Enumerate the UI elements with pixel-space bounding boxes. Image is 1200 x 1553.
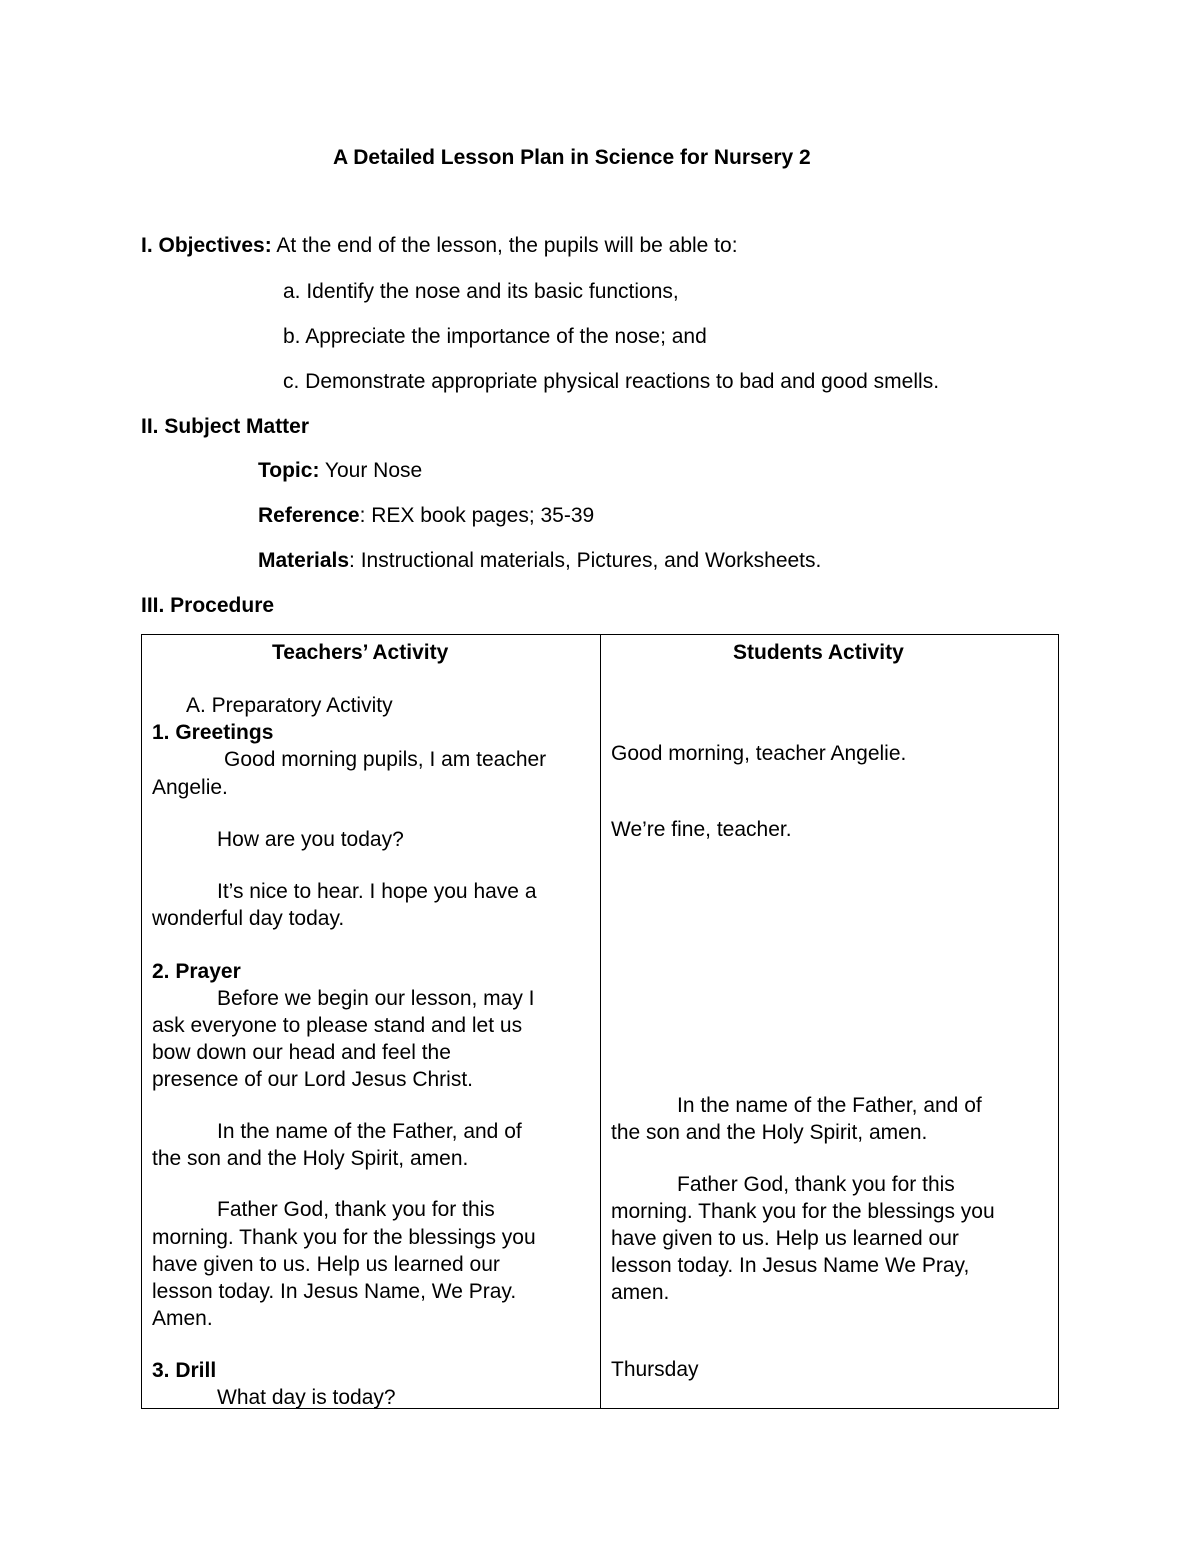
- teacher-section-heading: 3. Drill: [152, 1359, 217, 1382]
- teacher-line: the son and the Holy Spirit, amen.: [152, 1147, 469, 1170]
- subject-matter-heading-text: II. Subject Matter: [141, 415, 310, 438]
- teacher-line: presence of our Lord Jesus Christ.: [152, 1068, 473, 1091]
- teacher-section-heading: 1. Greetings: [152, 721, 274, 744]
- topic-line: [258, 460, 422, 481]
- teacher-line: have given to us. Help us learned our: [152, 1253, 500, 1276]
- student-activity-column: [601, 635, 1059, 1409]
- teacher-activity-header: Teachers’ Activity: [272, 641, 449, 664]
- teacher-line: morning. Thank you for the blessings you: [152, 1226, 536, 1249]
- student-line: lesson today. In Jesus Name We Pray,: [611, 1254, 970, 1277]
- student-line: morning. Thank you for the blessings you: [611, 1200, 995, 1223]
- procedure-table: [141, 634, 1059, 1409]
- subject-matter-heading: [141, 416, 309, 437]
- objectives-intro: At the end of the lesson, the pupils will be able to:: [271, 234, 738, 257]
- student-line: Good morning, teacher Angelie.: [611, 742, 907, 765]
- objectives-label: I. Objectives:: [141, 234, 272, 257]
- procedure-heading: [141, 595, 274, 616]
- student-line: amen.: [611, 1281, 670, 1304]
- materials-value: : Instructional materials, Pictures, and Worksheets.: [349, 549, 822, 572]
- student-activity-header: Students Activity: [733, 641, 904, 664]
- teacher-line: Angelie.: [152, 776, 228, 799]
- teacher-line: What day is today?: [217, 1386, 396, 1409]
- student-line: Father God, thank you for this: [677, 1173, 955, 1196]
- teacher-line: Amen.: [152, 1307, 213, 1330]
- teacher-line: ask everyone to please stand and let us: [152, 1014, 523, 1037]
- materials-line: [258, 550, 821, 571]
- student-line: the son and the Holy Spirit, amen.: [611, 1121, 928, 1144]
- reference-label: Reference: [258, 504, 360, 527]
- teacher-line: Good morning pupils, I am teacher: [224, 748, 547, 771]
- topic-label: Topic:: [258, 459, 320, 482]
- student-line: Thursday: [611, 1358, 699, 1381]
- teacher-line: wonderful day today.: [152, 907, 345, 930]
- teacher-line: lesson today. In Jesus Name, We Pray.: [152, 1280, 517, 1303]
- objective-item: b. Appreciate the importance of the nose; and: [283, 325, 707, 348]
- teacher-line: How are you today?: [217, 828, 404, 851]
- objective-item: a. Identify the nose and its basic functions,: [283, 280, 679, 303]
- teacher-line: Father God, thank you for this: [217, 1198, 495, 1221]
- document-title: A Detailed Lesson Plan in Science for Nursery 2: [333, 146, 811, 169]
- teacher-line: bow down our head and feel the: [152, 1041, 451, 1064]
- objectives-line: [141, 235, 738, 256]
- student-line: In the name of the Father, and of: [677, 1094, 982, 1117]
- student-line: have given to us. Help us learned our: [611, 1227, 959, 1250]
- materials-label: Materials: [258, 549, 350, 572]
- procedure-heading-text: III. Procedure: [141, 594, 275, 617]
- teacher-line: In the name of the Father, and of: [217, 1120, 522, 1143]
- teacher-line: Before we begin our lesson, may I: [217, 987, 535, 1010]
- teacher-section-heading: 2. Prayer: [152, 960, 241, 983]
- teacher-activity-column: [142, 635, 601, 1409]
- student-line: We’re fine, teacher.: [611, 818, 792, 841]
- teacher-line: A. Preparatory Activity: [186, 694, 393, 717]
- objective-item: c. Demonstrate appropriate physical reactions to bad and good smells.: [283, 370, 940, 393]
- topic-value: Your Nose: [319, 459, 423, 482]
- teacher-line: It’s nice to hear. I hope you have a: [217, 880, 537, 903]
- reference-value: : REX book pages; 35-39: [359, 504, 595, 527]
- reference-line: [258, 505, 594, 526]
